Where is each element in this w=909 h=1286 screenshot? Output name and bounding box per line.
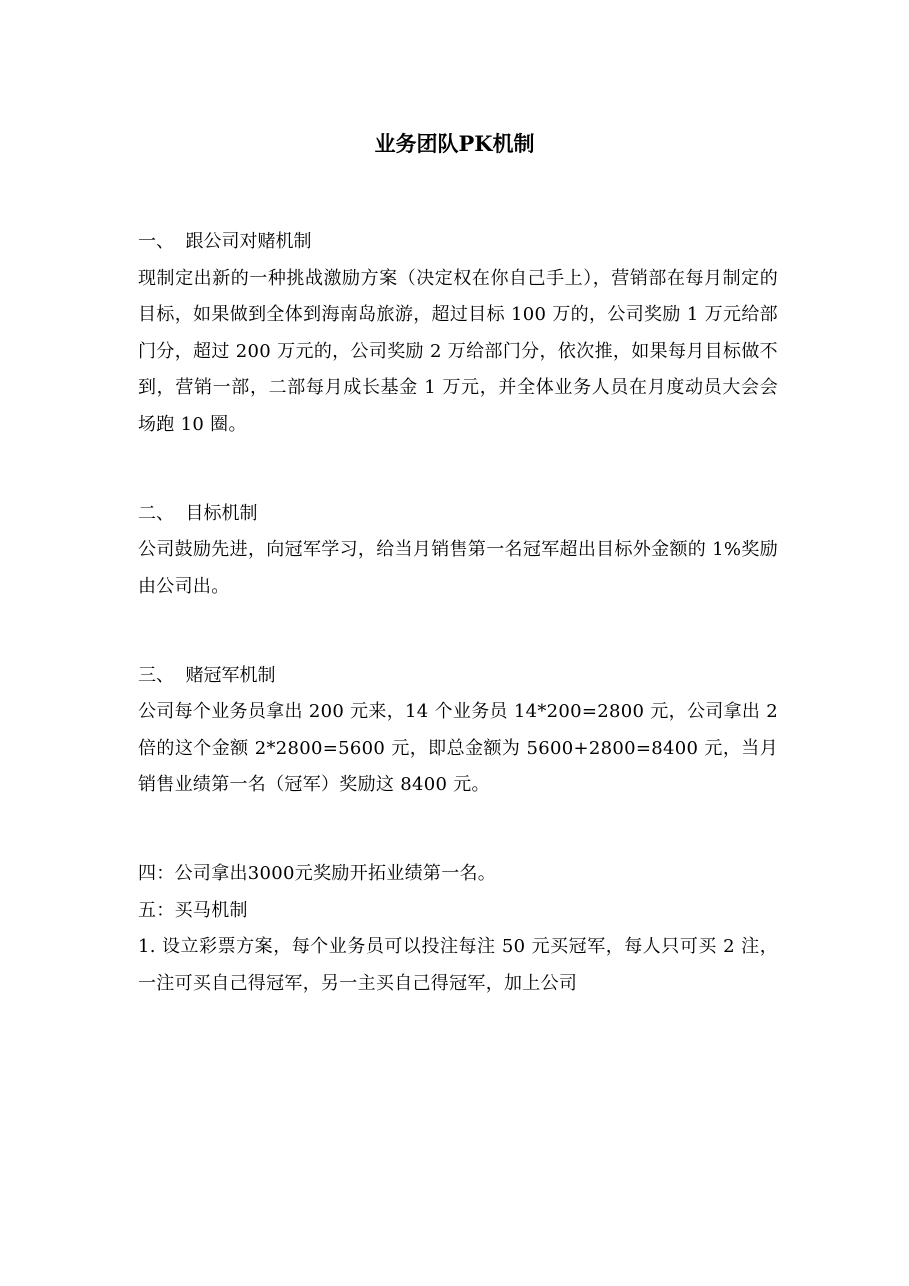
section-paragraph-2: 公司鼓励先进，向冠军学习，给当月销售第一名冠军超出目标外金额的 1%奖励由公司出。 — [138, 539, 778, 597]
section-heading-2: 二、 目标机制 — [138, 502, 258, 524]
document-body — [138, 224, 778, 1002]
document-title: 业务团队PK机制 — [374, 131, 535, 156]
spacer — [138, 804, 778, 841]
section-paragraph-3: 公司每个业务员拿出 200 元来，14 个业务员 14*200=2800 元，公司拿出 2 倍的这个金额 2*2800=5600 元，即总金额为 5600+2800=8400 元，当月销售业绩第一名（冠军）奖励这 8400 元。 — [138, 701, 778, 795]
item-five-heading: 五：买马机制 — [138, 899, 248, 921]
item-five-point-one: 1. 设立彩票方案，每个业务员可以投注每注 50 元买冠军，每人只可买 2 注，一注可买自己得冠军，另一主买自己得冠军，加上公司 — [138, 936, 778, 994]
spacer — [138, 642, 778, 658]
spacer — [138, 605, 778, 642]
item-four: 四：公司拿出3000元奖励开拓业绩第一名。 — [138, 863, 497, 884]
spacer — [138, 443, 778, 480]
spacer — [138, 840, 778, 856]
section-heading-3: 三、 赌冠军机制 — [138, 664, 276, 686]
section-paragraph-1: 现制定出新的一种挑战激励方案（决定权在你自己手上），营销部在每月制定的目标，如果做到全体到海南岛旅游，超过目标 100 万的，公司奖励 1 万元给部门分，超过 200 万元的，公司奖励 2 万给部门分，依次推，如果每月目标做不到，营销一部，二部每月成长基金 1 万元，并全体业务人员在月度动员大会会场跑 10 圈。 — [138, 267, 778, 435]
spacer — [138, 480, 778, 496]
section-heading-1: 一、 跟公司对赌机制 — [138, 231, 312, 252]
